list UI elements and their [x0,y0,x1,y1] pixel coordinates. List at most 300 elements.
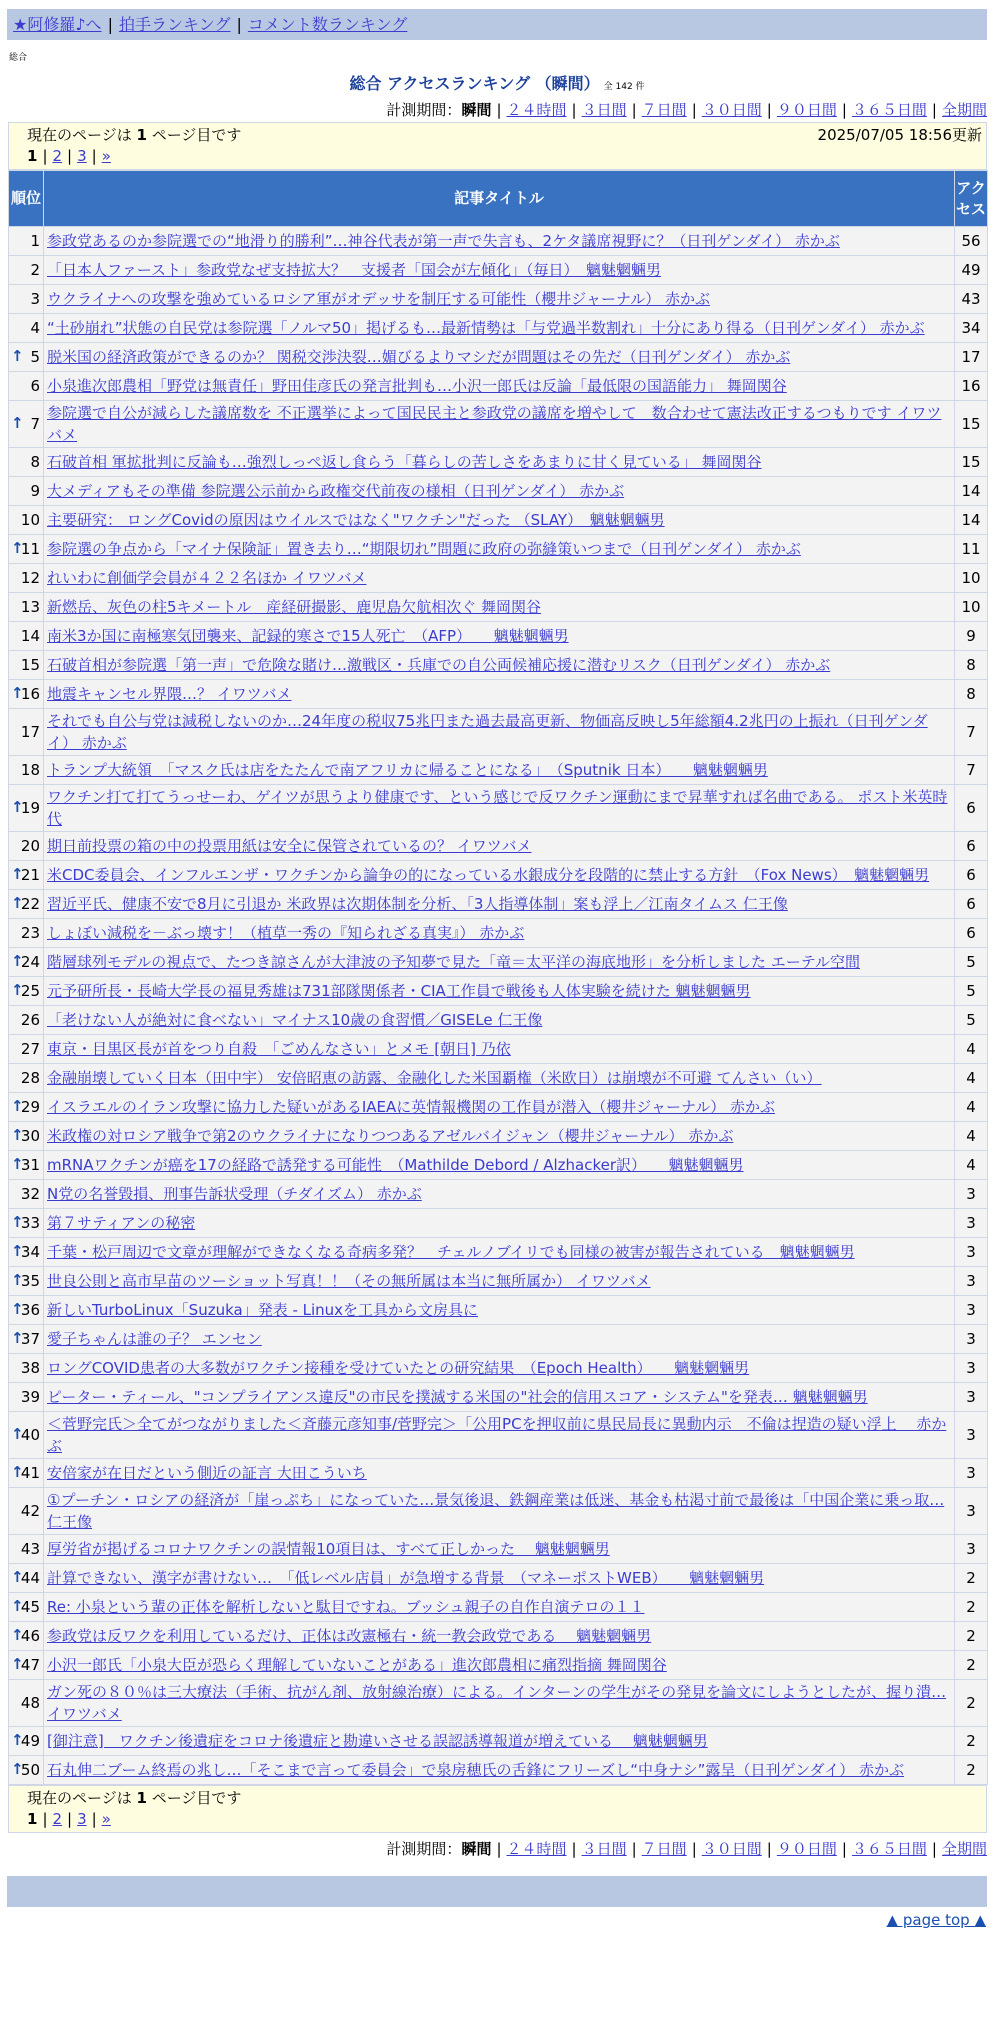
table-row [9,1622,988,1651]
table-row [9,1354,988,1383]
rank-cell [9,785,44,832]
access-count: 4 [955,1093,988,1122]
title-cell [44,1006,955,1035]
article-title-link[interactable]: 計算できない、漢字が書けない… 「低レベル店員」が急増する背景 （マネーポストWEB） 魑魅魍魎男 [47,1569,765,1587]
rank-cell [9,1651,44,1680]
access-count: 5 [955,1006,988,1035]
period-option-link[interactable]: ２４時間 [506,101,567,119]
title-cell [44,1459,955,1488]
title-cell [44,1151,955,1180]
access-count: 2 [955,1756,988,1785]
page-link[interactable]: 2 [52,147,63,165]
article-title-link[interactable]: ピーター・ティール、"コンプライアンス違反"の市民を撲滅する米国の"社会的信用スコア・システム"を発表… 魑魅魍魎男 [47,1388,868,1406]
title-cell [44,785,955,832]
title-cell [44,622,955,651]
table-row [9,1238,988,1267]
table-row [9,1593,988,1622]
page-link[interactable]: 3 [77,1810,87,1828]
comment-ranking-link[interactable]: コメント数ランキング [247,15,408,34]
title-cell [44,756,955,785]
rank-cell [9,1383,44,1412]
rank-number: 47 [20,1656,40,1674]
article-title-link[interactable]: 石丸伸二ブーム終焉の兆し…「そこまで言って委員会」で泉房穂氏の舌鋒にフリーズし“中身ナシ”露呈（日刊ゲンダイ） 赤かぶ [47,1761,905,1779]
rank-cell [9,622,44,651]
rank-cell [9,506,44,535]
rank-cell [9,890,44,919]
access-count: 3 [955,1412,988,1459]
access-count: 6 [955,919,988,948]
rank-up-arrow-icon: ↑ [11,1096,24,1115]
rank-up-arrow-icon: ↑ [11,1328,24,1347]
period-option-link[interactable]: 全期間 [941,1840,987,1858]
table-row [9,1564,988,1593]
title-cell [44,448,955,477]
article-title-link[interactable]: トランプ大統領 「マスク氏は店をたたんで南アフリカに帰ることになる」 （Sputnik 日本） 魑魅魍魎男 [47,761,768,779]
title-cell [44,948,955,977]
article-title-link[interactable]: N党の名誉毀損、刑事告訴状受理（チダイズム） 赤かぶ [47,1185,422,1203]
rank-number: 8 [30,453,40,471]
title-cell [44,832,955,861]
period-current: 瞬間 [461,101,492,119]
rank-number: 21 [20,866,40,884]
column-header-title: 記事タイトル [44,171,955,227]
article-title-link[interactable]: 期日前投票の箱の中の投票用紙は安全に保管されているの？ イワツバメ [47,837,532,855]
period-option-link[interactable]: ３６５日間 [851,1840,927,1858]
rank-number: 15 [20,656,40,674]
rank-number: 49 [20,1732,40,1750]
article-title-link[interactable]: “土砂崩れ”状態の自民党は参院選「ノルマ50」掲げるも…最新情勢は「与党過半数割れ」十分にあり得る（日刊ゲンダイ） 赤かぶ [47,319,925,337]
access-count: 8 [955,680,988,709]
title-cell [44,1035,955,1064]
rank-up-arrow-icon: ↑ [11,1654,24,1673]
period-current: 瞬間 [461,1840,492,1858]
article-title-link[interactable]: ガン死の８０％は三大療法（手術、抗がん剤、放射線治療）による。インターンの学生がその発見を論文にしようとしたが、握り潰… イワツバメ [47,1683,947,1723]
access-count: 7 [955,756,988,785]
access-count: 5 [955,977,988,1006]
page-separator: | [91,1810,97,1828]
article-title-link[interactable]: ウクライナへの攻撃を強めているロシア軍がオデッサを制圧する可能性（櫻井ジャーナル） 赤かぶ [47,290,710,308]
article-title-link[interactable]: しょぼい減税を－ぶっ壊す！（植草一秀の『知られざる真実』） 赤かぶ [47,924,525,942]
rank-cell [9,477,44,506]
article-title-link[interactable]: 厚労省が掲げるコロナワクチンの誤情報10項目は、すべて正しかった 魑魅魍魎男 [47,1540,610,1558]
title-cell [44,1122,955,1151]
next-page-link[interactable]: » [101,147,111,165]
page-separator: | [91,147,97,165]
table-row [9,1383,988,1412]
rank-cell [9,948,44,977]
rank-up-arrow-icon: ↑ [11,1154,24,1173]
title-cell [44,977,955,1006]
article-title-link[interactable]: Re: 小泉という輩の正体を解析しないと駄目ですね。ブッシュ親子の自作自演テロの１１ [47,1598,645,1616]
period-option-link[interactable]: ９０日間 [776,1840,837,1858]
rank-cell [9,1093,44,1122]
rank-number: 35 [20,1272,40,1290]
article-title-link[interactable]: 主要研究： ロングCovidの原因はウイルスではなく"ワクチン"だった （SLAY） 魑魅魍魎男 [47,511,665,529]
article-title-link[interactable]: 安倍家が在日だという側近の証言 大田こういち [47,1464,367,1482]
rank-up-arrow-icon: ↑ [11,683,24,702]
access-count: 3 [955,1354,988,1383]
page-separator: | [67,1810,73,1828]
article-title-link[interactable]: 小沢一郎氏「小泉大臣が恐らく理解していないことがある」進次郎農相に痛烈指摘 舞岡関谷 [47,1656,667,1674]
rank-number: 38 [20,1359,40,1377]
rank-cell [9,1209,44,1238]
table-row [9,1459,988,1488]
rank-up-arrow-icon: ↑ [11,1125,24,1144]
table-row [9,1122,988,1151]
access-count: 3 [955,1296,988,1325]
table-row [9,977,988,1006]
title-cell [44,1238,955,1267]
article-title-link[interactable]: 千葉・松戸周辺で文章が理解ができなくなる奇病多発？ チェルノブイリでも同様の被害が報告されている 魑魅魍魎男 [47,1243,855,1261]
table-row [9,1267,988,1296]
rank-number: 14 [20,627,40,645]
rank-number: 7 [30,415,40,433]
rank-cell [9,709,44,756]
column-header-access: アクセス [955,171,988,227]
period-separator: | [841,101,847,119]
rank-up-arrow-icon: ↑ [11,1567,24,1586]
article-title-link[interactable]: 愛子ちゃんは誰の子？ エンセン [47,1330,262,1348]
access-count: 3 [955,1238,988,1267]
table-row [9,256,988,285]
page-top-link[interactable]: ▲ page top ▲ [886,1911,986,1929]
table-row [9,401,988,448]
article-title-link[interactable]: 小泉進次郎農相「野党は無責任」野田佳彦氏の発言批判も…小沢一郎氏は反論「最低限の国語能力」 舞岡関谷 [47,377,787,395]
rank-number: 46 [20,1627,40,1645]
rank-number: 23 [20,924,40,942]
title-cell [44,1727,955,1756]
access-count: 2 [955,1727,988,1756]
page-current: 1 [27,147,38,165]
title-cell [44,1354,955,1383]
ranking-table [8,170,988,1785]
rank-cell [9,1354,44,1383]
rank-up-arrow-icon: ↑ [11,1462,24,1481]
period-option-link[interactable]: 全期間 [941,101,987,119]
rank-number: 5 [30,348,40,366]
nav-separator: | [107,15,113,34]
home-link[interactable]: ★阿修羅♪へ [13,15,102,34]
title-cell [44,506,955,535]
rank-cell [9,1122,44,1151]
article-title-link[interactable]: 新しいTurboLinux「Suzuka」発表 - Linuxを工具から文房具に [47,1301,479,1319]
rank-cell [9,1412,44,1459]
rank-cell [9,1006,44,1035]
next-page-link[interactable]: » [101,1810,111,1828]
access-count: 15 [955,401,988,448]
title-cell [44,256,955,285]
rank-up-arrow-icon: ↑ [11,951,24,970]
article-title-link[interactable]: 石破首相 軍拡批判に反論も…強烈しっぺ返し食らう「暮らしの苦しさをあまりに甘く見ている」 舞岡関谷 [47,453,762,471]
period-label: 計測期間： [386,101,462,119]
rank-number: 10 [20,511,40,529]
title-cell [44,1622,955,1651]
rank-cell [9,1488,44,1535]
rank-cell [9,401,44,448]
title-cell [44,1296,955,1325]
category-label: 総合 [9,53,28,63]
pager-bottom [8,1785,987,1833]
rank-number: 26 [20,1011,40,1029]
period-option-link[interactable]: ３０日間 [701,1840,762,1858]
access-count: 3 [955,1209,988,1238]
access-count: 6 [955,861,988,890]
rank-up-arrow-icon: ↑ [11,1730,24,1749]
rank-cell [9,314,44,343]
rank-number: 45 [20,1598,40,1616]
article-title-link[interactable]: 南米3か国に南極寒気団襲来、記録的寒さで15人死亡 （AFP） 魑魅魍魎男 [47,627,569,645]
rank-number: 33 [20,1214,40,1232]
access-count: 49 [955,256,988,285]
article-title-link[interactable]: ①プーチン・ロシアの経済が「崖っぷち」になっていた…景気後退、鉄鋼産業は低迷、基金も枯渇寸前で最後は「中国企業に乗っ取… 仁王像 [47,1491,945,1531]
title-cell [44,343,955,372]
rank-number: 37 [20,1330,40,1348]
title-cell [44,680,955,709]
article-title-link[interactable]: 米CDC委員会、インフルエンザ・ワクチンから論争の的になっている水銀成分を段階的に禁止する方針 （Fox News） 魑魅魍魎男 [47,866,930,884]
table-row [9,948,988,977]
rank-up-arrow-icon: ↑ [11,980,24,999]
title-cell [44,1680,955,1727]
rank-cell [9,651,44,680]
rank-cell [9,1296,44,1325]
article-title-link[interactable]: 脱米国の経済政策ができるのか？ 関税交渉決裂…媚びるよりマシだが問題はその先だ（日刊ゲンダイ） 赤かぶ [47,348,791,366]
table-row [9,709,988,756]
current-page-status: 現在のページは 1 ページ目です [27,1789,242,1807]
rank-cell [9,343,44,372]
period-separator: | [766,101,772,119]
rank-number: 17 [20,723,40,741]
rank-number: 11 [20,540,40,558]
access-count: 16 [955,372,988,401]
title-cell [44,564,955,593]
article-title-link[interactable]: 第７サティアンの秘密 [47,1214,196,1232]
access-count: 2 [955,1593,988,1622]
rank-cell [9,535,44,564]
title-cell [44,593,955,622]
rank-cell [9,861,44,890]
access-count: 43 [955,285,988,314]
table-row [9,1756,988,1785]
period-selector [0,100,987,120]
article-title-link[interactable]: ワクチン打て打てうっせーわ、ゲイツが思うより健康です、という感じで反ワクチン運動にまで昇華すれば名曲である。 ポスト米英時代 [47,788,948,828]
rank-cell [9,1727,44,1756]
article-title-link[interactable]: 新燃岳、灰色の柱5キメートル 産経研撮影、鹿児島欠航相次ぐ 舞岡関谷 [47,598,542,616]
period-option-link[interactable]: ３日間 [581,1840,627,1858]
period-separator: | [571,101,577,119]
table-row [9,680,988,709]
rank-cell [9,1180,44,1209]
period-separator: | [766,1840,772,1858]
access-count: 5 [955,948,988,977]
table-row [9,832,988,861]
article-title-link[interactable]: mRNAワクチンが癌を17の経路で誘発する可能性 （Mathilde Debord / Alzhacker訳） 魑魅魍魎男 [47,1156,744,1174]
access-count: 4 [955,1035,988,1064]
rank-number: 24 [20,953,40,971]
pager-top [8,122,987,170]
rank-cell [9,285,44,314]
rank-up-arrow-icon: ↑ [11,864,24,883]
period-label: 計測期間： [386,1840,462,1858]
table-row [9,1488,988,1535]
period-option-link[interactable]: ３６５日間 [851,101,927,119]
access-count: 3 [955,1180,988,1209]
page-link[interactable]: 3 [77,147,87,165]
title-cell [44,227,955,256]
rank-cell [9,1151,44,1180]
access-count: 34 [955,314,988,343]
access-count: 9 [955,622,988,651]
article-title-link[interactable]: 東京・目黒区長が首をつり自殺 「ごめんなさい」とメモ [朝日] 乃依 [47,1040,511,1058]
rank-cell [9,1064,44,1093]
article-title-link[interactable]: 地震キャンセル界隈…？ イワツバメ [47,685,292,703]
article-title-link[interactable]: 大メディアもその準備 参院選公示前から政権交代前夜の様相（日刊ゲンダイ） 赤かぶ [47,482,625,500]
rank-cell [9,680,44,709]
period-selector [0,1839,987,1859]
title-cell [44,861,955,890]
page-links [27,1809,982,1830]
access-count: 14 [955,506,988,535]
access-count: 3 [955,1488,988,1535]
rank-number: 13 [20,598,40,616]
access-count: 3 [955,1383,988,1412]
article-title-link[interactable]: 「老けない人が絶対に食べない」マイナス10歳の食習慣／GISELe 仁王像 [47,1011,543,1029]
rank-number: 2 [30,261,40,279]
table-row [9,1035,988,1064]
article-title-link[interactable]: 米政権の対ロシア戦争で第2のウクライナになりつつあるアゼルバイジャン（櫻井ジャーナル） 赤かぶ [47,1127,734,1145]
period-option-link[interactable]: ９０日間 [776,101,837,119]
period-separator: | [931,1840,937,1858]
access-count: 4 [955,1151,988,1180]
period-option-link[interactable]: ７日間 [641,101,687,119]
rank-number: 9 [30,482,40,500]
table-row [9,477,988,506]
article-title-link[interactable]: 金融崩壊していく日本（田中宇） 安倍昭恵の訪露、金融化した米国覇権（米欧日）は崩壊が不可避 てんさい（い） [47,1069,822,1087]
rank-up-arrow-icon: ↑ [11,346,24,365]
rank-cell [9,448,44,477]
title-cell [44,651,955,680]
article-title-link[interactable]: 元予研所長・長崎大学長の福見秀雄は731部隊関係者・CIA工作員で戦後も人体実験を続けた 魑魅魍魎男 [47,982,751,1000]
table-row [9,448,988,477]
period-separator: | [691,1840,697,1858]
article-title-link[interactable]: 参院選で自公が減らした議席数を 不正選挙によって国民民主と参政党の議席を増やして 数合わせて憲法改正するつもりです イワツバメ [47,404,942,444]
table-row [9,285,988,314]
article-title-link[interactable]: ロングCOVID患者の大多数がワクチン接種を受けていたとの研究結果 （Epoch Health） 魑魅魍魎男 [47,1359,750,1377]
title-cell [44,1535,955,1564]
table-row [9,785,988,832]
access-count: 10 [955,564,988,593]
article-title-link[interactable]: れいわに創価学会員が４２２名ほか イワツバメ [47,569,367,587]
title-cell [44,372,955,401]
access-count: 6 [955,785,988,832]
rank-cell [9,1238,44,1267]
access-count: 2 [955,1680,988,1727]
article-title-link[interactable]: 参政党あるのか参院選での“地滑り的勝利”…神谷代表が第一声で失言も、2ケタ議席視野に？（日刊ゲンダイ） 赤かぶ [47,232,840,250]
applause-ranking-link[interactable]: 拍手ランキング [118,15,231,34]
article-title-link[interactable]: 参政党は反ワクを利用しているだけ、正体は改憲極右・統一教会政党である 魑魅魍魎男 [47,1627,652,1645]
table-row [9,1006,988,1035]
table-row [9,1651,988,1680]
table-row [9,1209,988,1238]
table-row [9,890,988,919]
rank-cell [9,1459,44,1488]
title-cell [44,919,955,948]
rank-up-arrow-icon: ↑ [11,538,24,557]
table-row [9,1680,988,1727]
rank-number: 43 [20,1540,40,1558]
rank-cell [9,227,44,256]
rank-up-arrow-icon: ↑ [11,893,24,912]
article-title-link[interactable]: ＜菅野完氏＞全てがつながりました＜斉藤元彦知事/菅野完＞「公用PCを押収前に県民局長に異動内示 不倫は捏造の疑い浮上 赤かぶ [47,1415,947,1455]
rank-cell [9,1267,44,1296]
period-option-link[interactable]: ３日間 [581,101,627,119]
period-separator: | [631,101,637,119]
table-row [9,535,988,564]
article-title-link[interactable]: [御注意] ワクチン後遺症をコロナ後遺症と勘違いさせる誤認誘導報道が増えている 魑魅魍魎男 [47,1732,708,1750]
title-cell [44,1412,955,1459]
rank-number: 32 [20,1185,40,1203]
rank-cell [9,919,44,948]
period-separator: | [496,1840,502,1858]
article-title-link[interactable]: それでも自公与党は減税しないのか…24年度の税収75兆円また過去最高更新、物価高反映し5年総額4.2兆円の上振れ（日刊ゲンダイ） 赤かぶ [47,712,928,752]
rank-number: 22 [20,895,40,913]
access-count: 17 [955,343,988,372]
rank-number: 19 [20,799,40,817]
article-title-link[interactable]: イスラエルのイラン攻撃に協力した疑いがあるIAEAに英情報機関の工作員が潜入（櫻井ジャーナル） 赤かぶ [47,1098,775,1116]
article-title-link[interactable]: 習近平氏、健康不安で8月に引退か 米政界は次期体制を分析、「3人指導体制」案も浮上／江南タイムス 仁王像 [47,895,788,913]
rank-number: 44 [20,1569,40,1587]
period-separator: | [691,101,697,119]
rank-up-arrow-icon: ↑ [11,1625,24,1644]
rank-up-arrow-icon: ↑ [11,1212,24,1231]
access-count: 8 [955,651,988,680]
title-cell [44,1093,955,1122]
rank-cell [9,564,44,593]
title-cell [44,401,955,448]
period-option-link[interactable]: ７日間 [641,1840,687,1858]
title-cell [44,1180,955,1209]
article-title-link[interactable]: 「日本人ファースト」参政党なぜ支持拡大？ 支援者「国会が左傾化」（毎日） 魑魅魍魎男 [47,261,661,279]
period-option-link[interactable]: ３０日間 [701,101,762,119]
rank-up-arrow-icon: ↑ [11,1759,24,1778]
title-cell [44,1756,955,1785]
rank-cell [9,756,44,785]
access-count: 10 [955,593,988,622]
article-title-link[interactable]: 階層球列モデルの視点で、たつき諒さんが大津波の予知夢で見た「竜＝太平洋の海底地形」を分析しました エーテル空間 [47,953,860,971]
page-link[interactable]: 2 [52,1810,63,1828]
rank-up-arrow-icon: ↑ [11,1299,24,1318]
table-row [9,343,988,372]
title-cell [44,890,955,919]
access-count: 4 [955,1122,988,1151]
rank-cell [9,593,44,622]
period-separator: | [841,1840,847,1858]
title-cell [44,1209,955,1238]
rank-number: 41 [20,1464,40,1482]
page-current: 1 [27,1810,38,1828]
title-cell [44,1488,955,1535]
rank-cell [9,1035,44,1064]
article-title-link[interactable]: 石破首相が参院選「第一声」で危険な賭け…激戦区・兵庫での自公両候補応援に潜むリスク（日刊ゲンダイ） 赤かぶ [47,656,831,674]
rank-up-arrow-icon: ↑ [11,797,24,816]
rank-cell [9,1535,44,1564]
period-option-link[interactable]: ２４時間 [506,1840,567,1858]
rank-number: 1 [30,232,40,250]
table-row [9,1151,988,1180]
article-title-link[interactable]: 世良公則と高市早苗のツーショット写真！！（その無所属は本当に無所属か） イワツバメ [47,1272,651,1290]
article-title-link[interactable]: 参院選の争点から「マイナ保険証」置き去り…“期限切れ”問題に政府の弥縫策いつまで（日刊ゲンダイ） 赤かぶ [47,540,801,558]
table-row [9,919,988,948]
table-row [9,1535,988,1564]
